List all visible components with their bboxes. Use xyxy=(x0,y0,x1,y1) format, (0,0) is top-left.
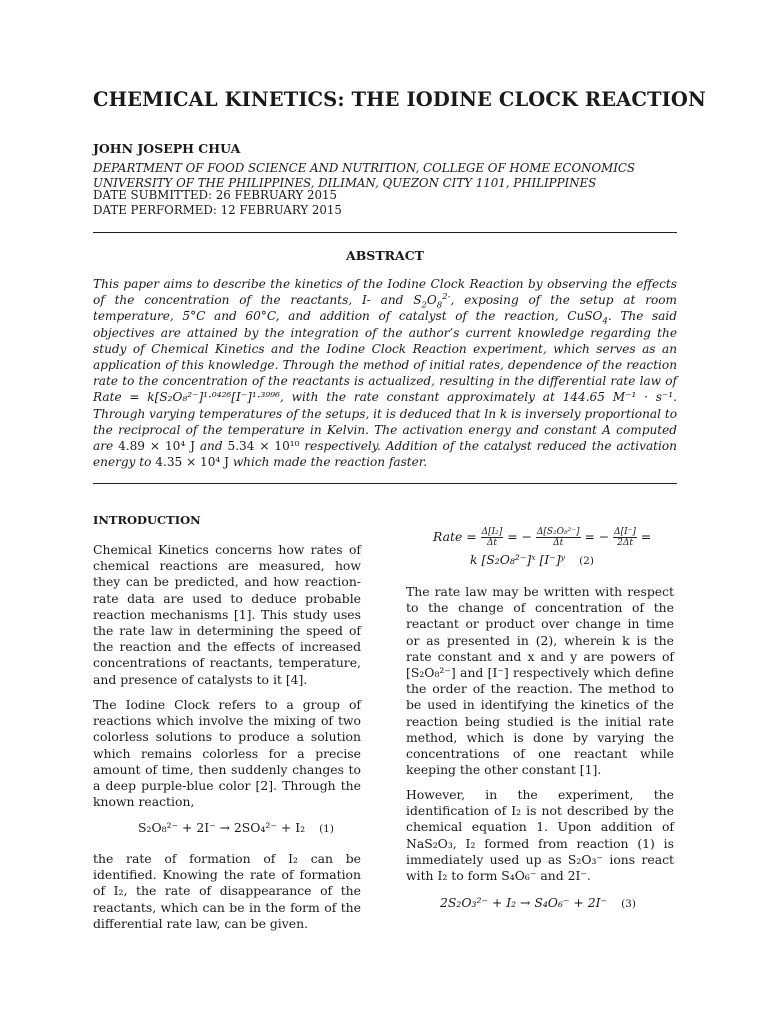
intro-paragraph-3: the rate of formation of I₂ can be identified. Knowing the rate of formation of I₂, the rate of disappearance of the reactants, which can be in the form of the differential rate law, can be given. xyxy=(93,851,361,931)
activation-energy-value: 4.89 × 10⁴ J xyxy=(118,439,195,454)
equation-1 xyxy=(138,820,334,835)
author-name: JOHN JOSEPH CHUA xyxy=(93,141,241,156)
equation-2-fraction-3: $\frac{\Delta[I^-]}{2\Delta t}$ xyxy=(614,527,636,548)
equation-2-fraction-1: $\frac{\text{Δ[I₂]}}{\Delta t}$ xyxy=(481,527,503,548)
catalyzed-activation-energy-value: 4.35 × 10⁴ J xyxy=(155,455,229,470)
divider-top xyxy=(93,232,677,233)
equation-1-number: (1) xyxy=(319,823,334,835)
equation-2: Rate = $\frac{\text{Δ[I₂]}}{\Delta t}$ = − $\frac{\text{Δ[S₂O₈²⁻]}}{\Delta t}$ = − $\frac{\Delta[I^-]}{2\Delta t}$ = xyxy=(433,527,652,548)
equation-3-expression: 2S₂O₃²⁻ + I₂ → S₄O₆⁻ + 2I⁻ xyxy=(440,895,608,910)
equation-2-number: (2) xyxy=(579,555,594,567)
intro-paragraph-2: The Iodine Clock refers to a group of reactions which involve the mixing of two colorless solutions to produce a solution which remains colorless for a precise amount of time, then suddenly changes to a deep purple-blue color [2]. Through the known reaction, xyxy=(93,697,361,810)
abstract-text: This paper aims to describe the kinetics of the Iodine Clock Reaction by observing the effects of the concentration of the reactants, I- and $S_2O_8^{2-}$, exposing of the setup at room temperature, 5°C and 60°C, and addition of catalyst of the reaction, CuSO$_4$. The said objectives are attained by the integration of the author’s current knowledge regarding the study of Chemical Kinetics and the Iodine Clock Reaction experiment, which serves as an application of this knowledge. Through the method of initial rates, dependence of the reaction rate to the concentration of the reactants is actualized, resulting in the differential rate law of Rate = k[S₂O₈²⁻]¹·⁰⁴²⁶[I⁻]¹·³⁹⁹⁶, with the rate constant approximately at 144.65 M⁻¹ · s⁻¹. Through varying temperatures of the setups, it is deduced that ln k is inversely proportional to the reciprocal of the temperature in Kelvin. The activation energy and constant A computed are 4.89 × 10⁴ J and 5.34 × 10¹⁰ respectively. Addition of the catalyst reduced the activation energy to 4.35 × 10⁴ J which made the reaction faster. xyxy=(93,277,678,470)
paragraph-rate-law: The rate law may be written with respect to the change of concentration of the reactant or product over change in time or as presented in (2), wherein k is the rate constant and x and y are powers of [S₂O₈²⁻] and [I⁻] respectively which define the order of the reaction. The method to be used in identifying the kinetics of the reaction being studied is the initial rate method, which is done by varying the concentrations of one reactant while keeping the other constant [1]. xyxy=(406,584,674,778)
equation-1-expression: S₂O₈²⁻ + 2I⁻ → 2SO₄²⁻ + I₂ xyxy=(138,820,306,835)
rate-law-expression: Rate = k[S₂O₈²⁻]¹·⁰⁴²⁶[I⁻]¹·³⁹⁹⁶ xyxy=(93,390,280,405)
constant-a-value: 5.34 × 10¹⁰ xyxy=(227,439,300,454)
affiliation-department: DEPARTMENT OF FOOD SCIENCE AND NUTRITION, COLLEGE OF HOME ECONOMICS xyxy=(93,161,635,175)
date-performed: DATE PERFORMED: 12 FEBRUARY 2015 xyxy=(93,203,342,217)
rate-constant-value: 144.65 M⁻¹ · s⁻¹ xyxy=(562,390,674,405)
equation-2-fraction-2: $\frac{\text{Δ[S₂O₈²⁻]}}{\Delta t}$ xyxy=(536,527,580,548)
equation-2-line-2 xyxy=(470,552,594,567)
equation-2-rate-law: k [S₂O₈²⁻]ˣ [I⁻]ʸ xyxy=(470,552,566,567)
intro-paragraph-1: Chemical Kinetics concerns how rates of chemical reactions are measured, how they can be predicted, and how reaction-rate data are used to deduce probable reaction mechanisms [1]. This study uses the rate law in determining the speed of the reaction and the effects of increased concentrations of reactants, temperature, and presence of catalysts to it [4]. xyxy=(93,542,361,687)
paper-title: CHEMICAL KINETICS: THE IODINE CLOCK REACTION xyxy=(93,88,706,111)
divider-bottom xyxy=(93,483,677,484)
introduction-heading: INTRODUCTION xyxy=(93,513,201,527)
paragraph-however: However, in the experiment, the identification of I₂ is not described by the chemical equation 1. Upon addition of NaS₂O₃, I₂ formed from reaction (1) is immediately used up as S₂O₃⁻ ions react with I₂ to form S₄O₆⁻ and 2I⁻. xyxy=(406,787,674,884)
equation-3 xyxy=(440,895,636,910)
equation-3-number: (3) xyxy=(621,898,636,910)
date-submitted: DATE SUBMITTED: 26 FEBRUARY 2015 xyxy=(93,188,338,202)
affiliation-university: UNIVERSITY OF THE PHILIPPINES, DILIMAN, QUEZON CITY 1101, PHILIPPINES xyxy=(93,176,597,190)
equation-2-lead: Rate = xyxy=(433,529,477,544)
abstract-heading: ABSTRACT xyxy=(346,248,424,263)
